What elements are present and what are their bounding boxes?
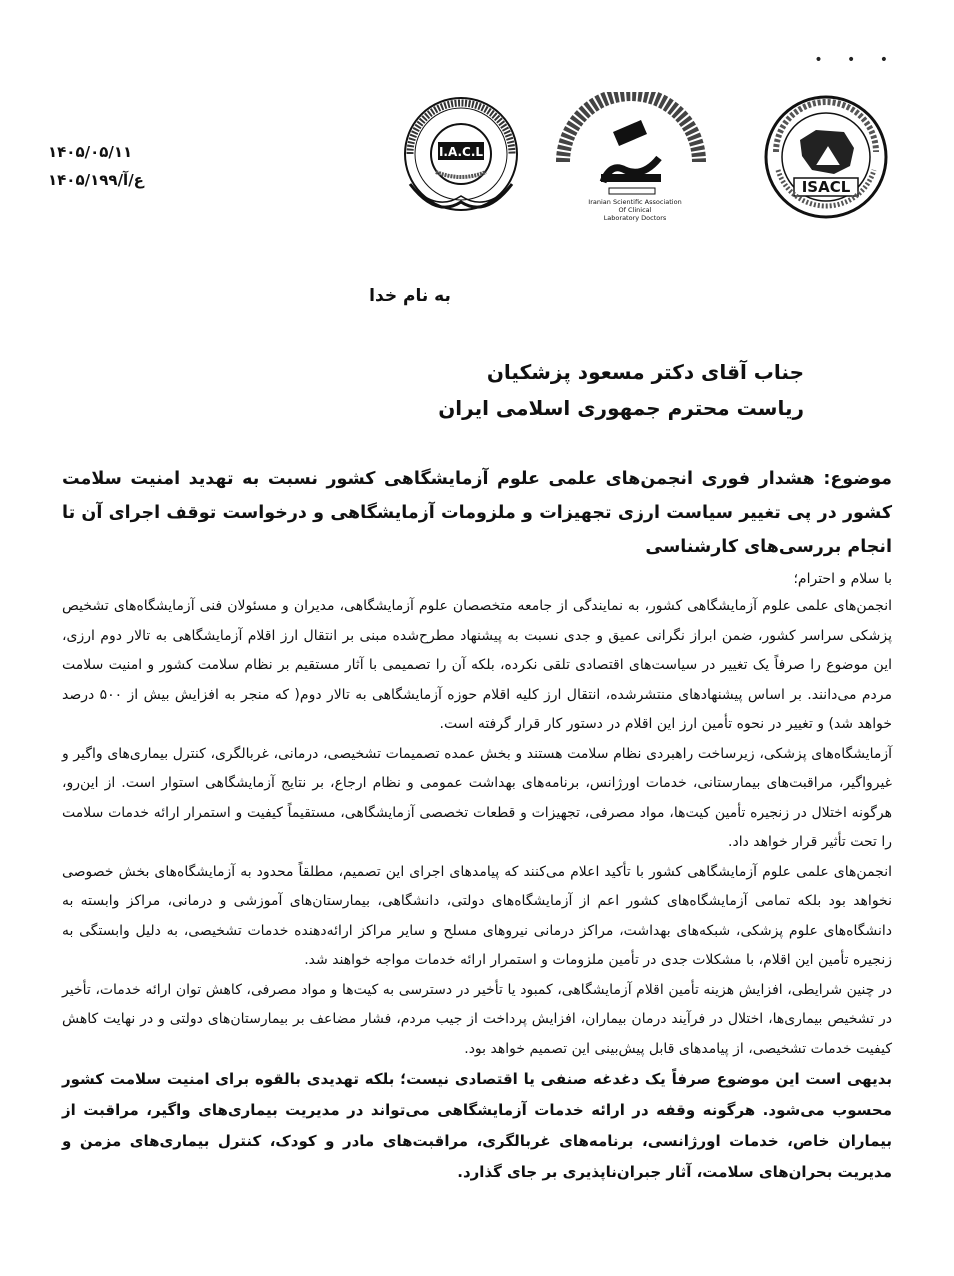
- corner-marks: • • •: [814, 52, 898, 68]
- addressee-block: [304, 354, 804, 426]
- logo-strip: [376, 92, 896, 227]
- isacl-logo: [756, 92, 896, 222]
- bismillah-heading: به نام خدا: [369, 286, 451, 306]
- body-paragraph-1: انجمن‌های علمی علوم آزمایشگاهی کشور، به نمایندگی از جامعه متخصصان علوم آزمایشگاهی، مدیران و مسئولان فنی آزمایشگاه‌های تشخیص پزشکی سراسر کشور، ضمن ابراز نگرانی عمیق و جدی نسبت به پیشنهاد مطرح‌شده مبنی بر انتقال ارز اقلام آزمایشگاهی به تالار دوم ارزی، این موضوع را صرفاً یک تغییر در سیاست‌های اقتصادی تلقی نکرده، بلکه آن را تصمیمی با آثار مستقیم بر نظام سلامت کشور و امنیت سلامت مردم می‌دانند. بر اساس پیشنهادهای منتشرشده، انتقال ارز کلیه اقلام حوزه آزمایشگاهی به تالار دوم( که منجر به افزایش بیش از ۵۰۰ درصد خواهد شد) و تغییر در نحوه تأمین ارز این اقلام در دستور کار قرار گرفته است.: [62, 598, 892, 732]
- addressee-title: ریاست محترم جمهوری اسلامی ایران: [438, 396, 804, 420]
- greeting-line: با سلام و احترام؛: [793, 571, 892, 587]
- closing-paragraph: بدیهی است این موضوع صرفاً یک دغدغه صنفی یا اقتصادی نیست؛ بلکه تهدیدی بالقوه برای امنیت سلامت کشور محسوب می‌شود. هرگونه وقفه در ارائه خدمات آزمایشگاهی می‌تواند در مدیریت بیماری‌های واگیر، مراقبت از بیماران خاص، خدمات اورژانسی، برنامه‌های غربالگری، مراقبت‌های مادر و کودک، کنترل بیماری‌های مزمن و مدیریت بحران‌های سلامت، آثار جبران‌ناپذیری بر جای گذارد.: [62, 1070, 892, 1181]
- letter-number: ۱۴۰۵/۱۹۹/ع/آ: [48, 171, 144, 189]
- reference-block: [48, 138, 248, 194]
- iacl-logo: [396, 92, 526, 222]
- svg-text:Iranian Scientific Association: Iranian Scientific Association: [588, 198, 682, 206]
- isacl-logo-text: ISACL: [801, 178, 851, 196]
- svg-text:Laboratory Doctors: Laboratory Doctors: [603, 214, 667, 222]
- body-paragraph-4: در چنین شرایطی، افزایش هزینه تأمین اقلام آزمایشگاهی، کمبود یا تأخیر در دسترسی به کیت‌ها و مواد مصرفی، کاهش توان ارائه خدمات، تأخیر در تشخیص بیماری‌ها، اختلال در فرآیند درمان بیماران، افزایش پرداخت از جیب مردم، فشار مضاعف بر بیمارستان‌های دولتی و در نهایت کاهش کیفیت خدمات تشخیصی، از پیامدهای قابل پیش‌بینی این تصمیم خواهد بود.: [62, 981, 892, 1057]
- iscld-logo: [551, 92, 711, 222]
- iacl-logo-text: I.A.C.L: [438, 145, 484, 159]
- addressee-name: جناب آقای دکتر مسعود پزشکیان: [486, 360, 804, 384]
- body-paragraph-3: انجمن‌های علمی علوم آزمایشگاهی کشور با تأکید اعلام می‌کنند که پیامدهای اجرای این تصمیم، مطلقاً محدود به آزمایشگاه‌های بخش خصوصی نخواهد بود بلکه تمامی آزمایشگاه‌های کشور اعم از آزمایشگاه‌های دولتی، دانشگاهی، بیمارستان‌های آموزشی و درمانی، مراکز وابسته به دانشگاه‌های علوم پزشکی، شبکه‌های بهداشت، مراکز درمانی نیروهای مسلح و سایر مراکز ارائه‌دهنده خدمات تشخیصی، به دلیل وابستگی به زنجیره تأمین این اقلام، با مشکلات جدی در تأمین ملزومات و استمرار ارائه خدمات مواجه خواهند شد.: [62, 863, 892, 968]
- letter-body: [62, 462, 892, 1188]
- letter-date: ۱۴۰۵/۰۵/۱۱: [48, 143, 133, 161]
- subject-line: موضوع: هشدار فوری انجمن‌های علمی علوم آزمایشگاهی کشور نسبت به تهدید امنیت سلامت کشور در پی تغییر سیاست ارزی تجهیزات و ملزومات آزمایشگاهی و درخواست توقف اجرای آن تا انجام بررسی‌های کارشناسی: [62, 469, 892, 557]
- svg-text:Of Clinical: Of Clinical: [618, 206, 652, 214]
- body-paragraph-2: آزمایشگاه‌های پزشکی، زیرساخت راهبردی نظام سلامت هستند و بخش عمده تصمیمات تشخیصی، درمانی، غربالگری، کنترل بیماری‌های واگیر و غیرواگیر، مراقبت‌های بیمارستانی، خدمات اورژانس، برنامه‌های بهداشت عمومی و نظام ارجاع، بر نتایج آزمایشگاهی استوار است. از این‌رو، هرگونه اختلال در زنجیره تأمین کیت‌ها، مواد مصرفی، تجهیزات و قطعات تخصصی آزمایشگاهی، مستقیماً کیفیت و استمرار ارائه خدمات سلامت را تحت تأثیر قرار خواهد داد.: [62, 745, 892, 850]
